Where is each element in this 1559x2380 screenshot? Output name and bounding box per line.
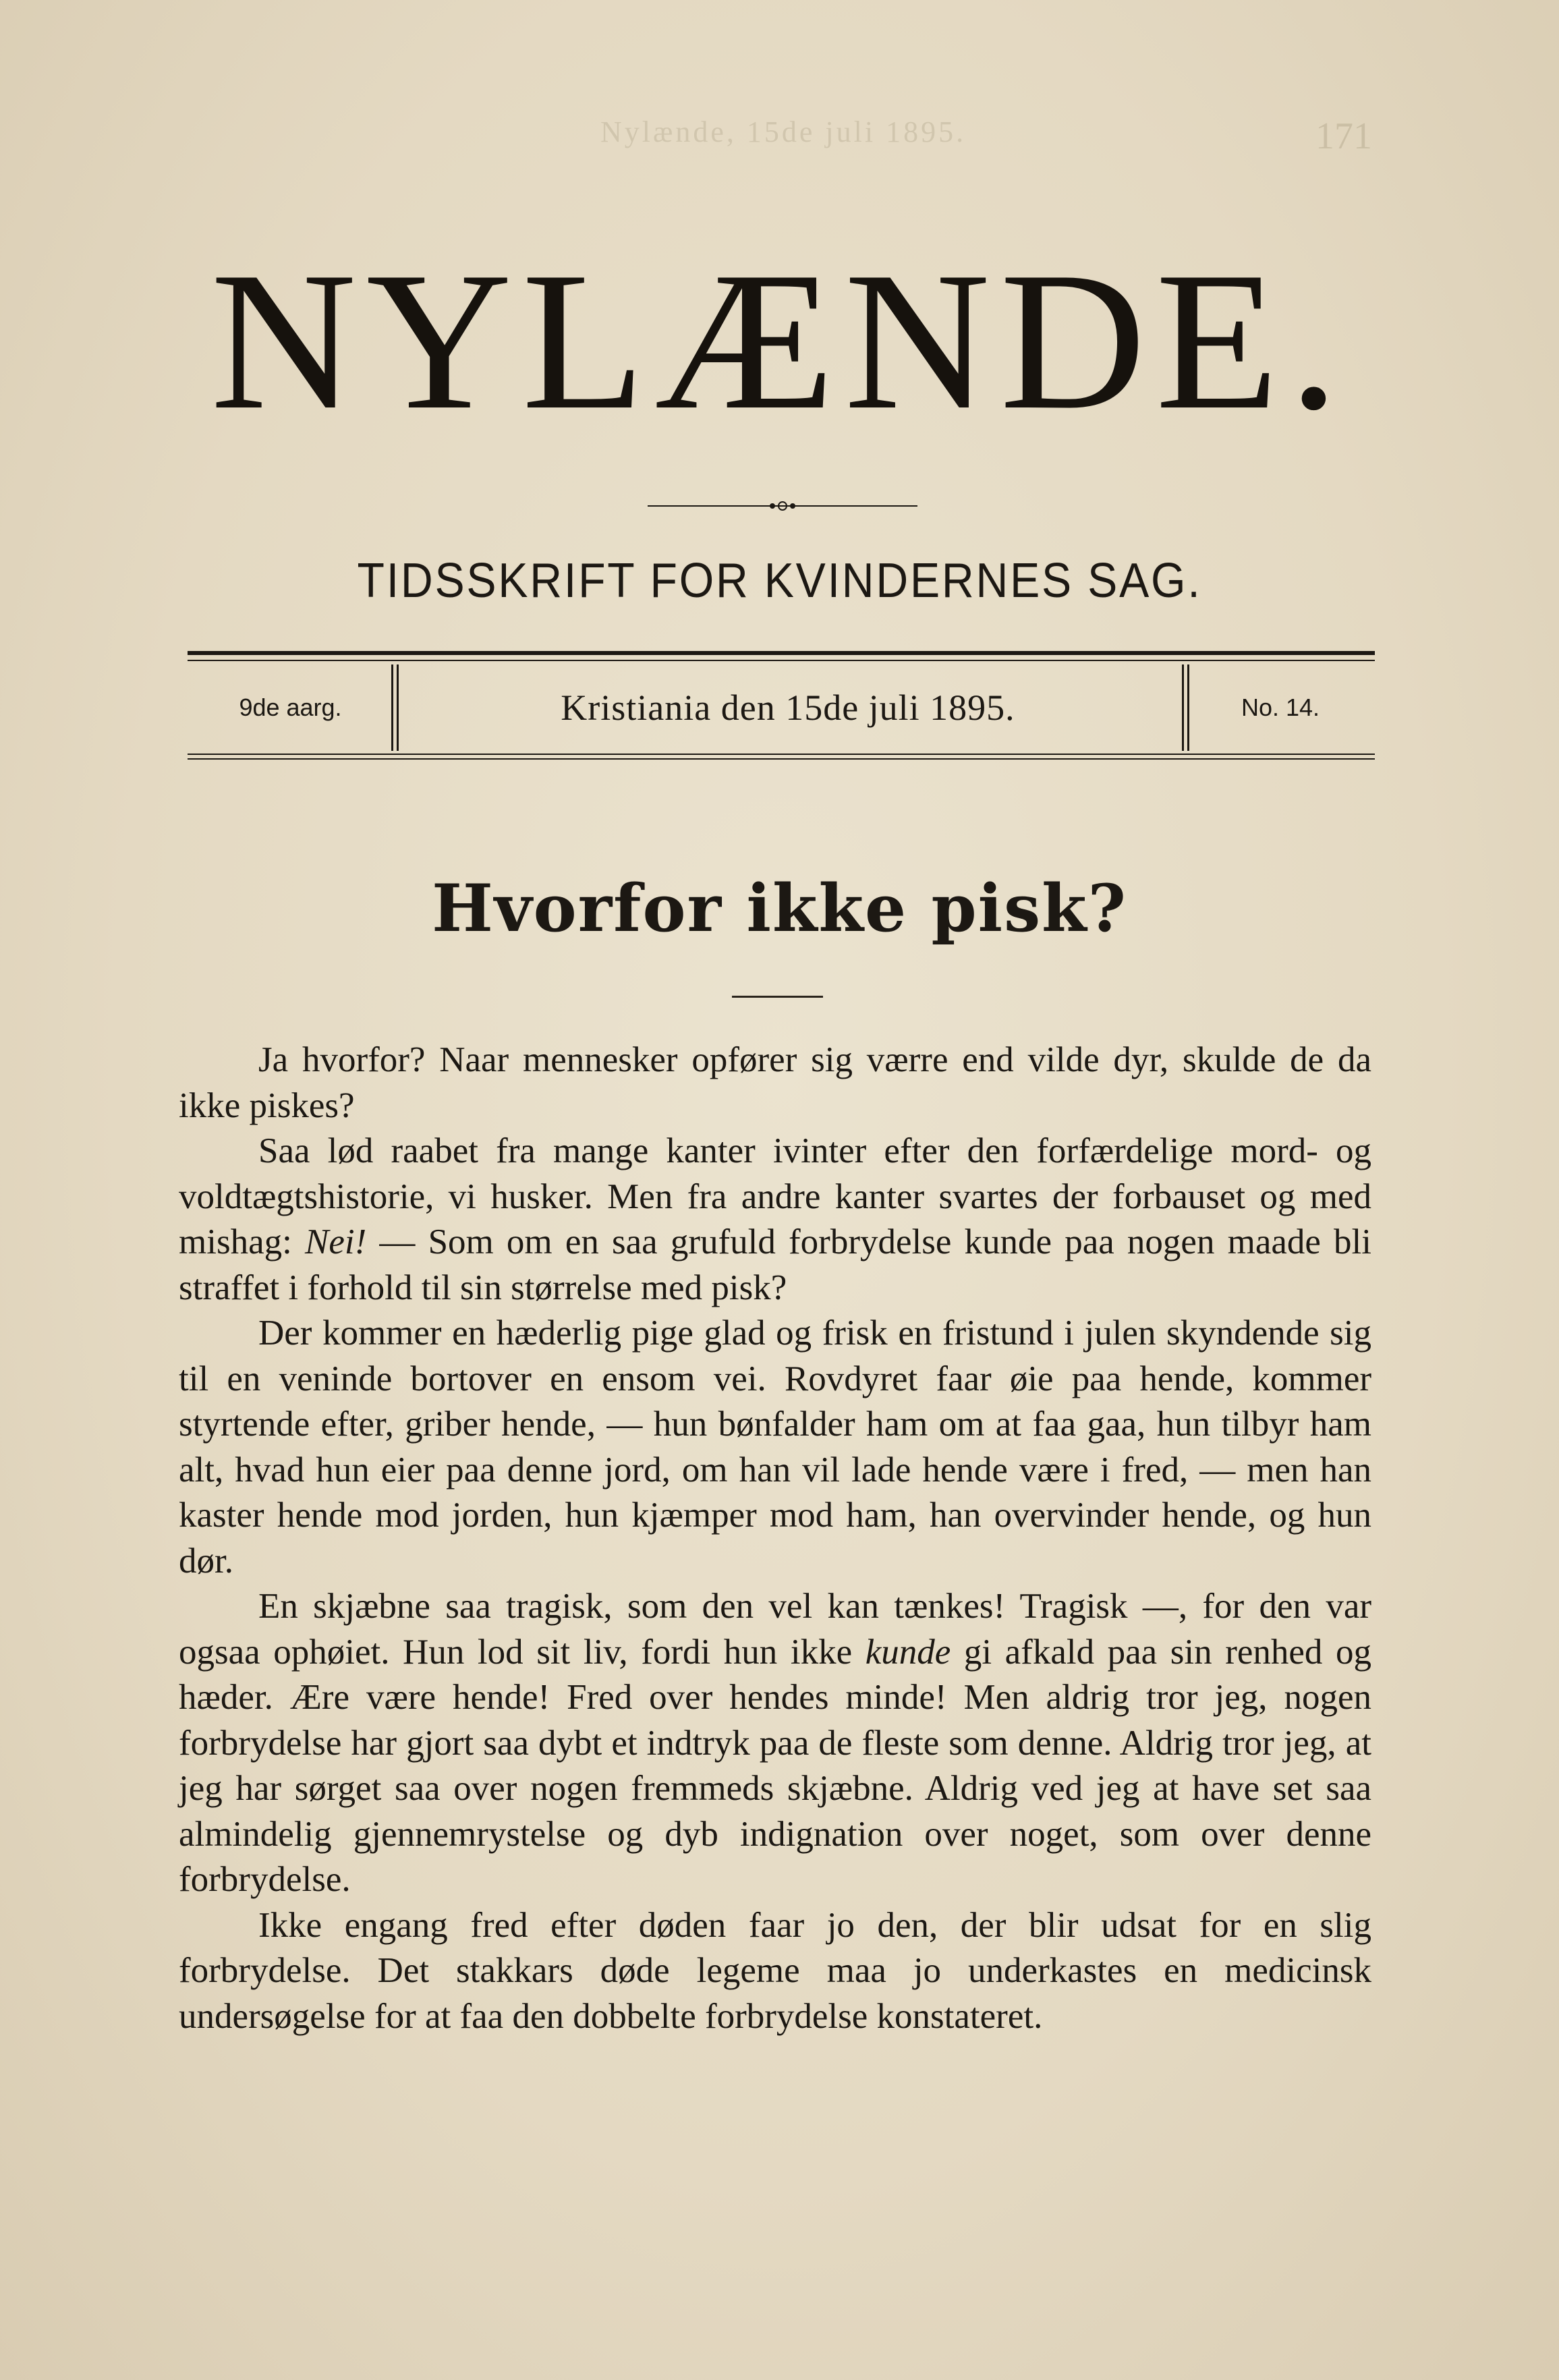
issue-number: No. 14. <box>1241 693 1320 721</box>
band-bottom-rule <box>188 758 1375 760</box>
masthead-subtitle: TIDSSKRIFT FOR KVINDERNES SAG. <box>357 554 1202 608</box>
title-rule <box>732 996 823 998</box>
volume-label: 9de aarg. <box>239 693 342 721</box>
emphasis: kunde <box>865 1632 951 1672</box>
show-through-page-number: 171 <box>1315 115 1372 157</box>
band-bottom-rule-thin <box>188 754 1375 755</box>
emphasis: Nei! <box>305 1222 367 1262</box>
masthead <box>0 231 1559 451</box>
info-band <box>188 664 1375 751</box>
paragraph: Ikke engang fred efter døden faar jo den, der blir udsat for en slig forbrydelse. Det stakkars døde legeme maa jo underkastes en medicinsk undersøgelse for at faa den dobbelte forbrydelse konstateret. <box>179 1905 1371 2036</box>
masthead-title: NYLÆNDE. <box>210 231 1349 451</box>
paragraph: Der kommer en hæderlig pige glad og frisk en fristund i julen skyndende sig til en veninde bortover en ensom vei. Rovdyret faar øie paa hende, kommer styrtende efter, griber hende, — hun bønfalder ham om at faa gaa, hun tilbyr ham alt, hvad hun eier paa denne jord, om han vil lade hende være i fred, — men han kaster hende mod jorden, hun kjæmper mod ham, han overvinder hende, og hun dør. <box>179 1313 1371 1581</box>
band-top-rule-thin <box>188 660 1375 661</box>
article-title: Hvorfor ikke pisk? <box>432 870 1127 946</box>
paragraph: Saa lød raabet fra mange kanter ivinter efter den forfærdelige mord- og voldtægtshistorie, vi husker. Men fra andre kanter svartes der forbauset og med mishag: Nei! — Som om en saa grufuld forbrydelse kunde paa nogen maade bli straffet i forhold til sin størrelse med pisk? <box>179 1131 1372 1307</box>
show-through-header: Nylænde, 15de juli 1895. <box>600 115 967 148</box>
article-body <box>179 1038 1371 2039</box>
paragraph: Ja hvorfor? Naar mennesker opfører sig værre end vilde dyr, skulde de da ikke piskes? <box>179 1040 1371 1125</box>
band-top-rule <box>188 651 1375 655</box>
ornament-divider <box>648 499 917 513</box>
place-date: Kristiania den 15de juli 1895. <box>561 687 1015 728</box>
paragraph: En skjæbne saa tragisk, som den vel kan tænkes! Tragisk —, for den var ogsaa ophøiet. Hun lod sit liv, fordi hun ikke kunde gi afkald paa sin renhed og hæder. Ære være hende! Fred over hendes minde! Men aldrig tror jeg, nogen forbrydelse har gjort saa dybt et indtryk paa de fleste som denne. Aldrig tror jeg, at jeg har sørget saa over nogen fremmeds skjæbne. Aldrig ved jeg at have set saa almindelig gjennemrystelse og dyb indignation over noget, som over denne forbrydelse. <box>179 1587 1371 1899</box>
